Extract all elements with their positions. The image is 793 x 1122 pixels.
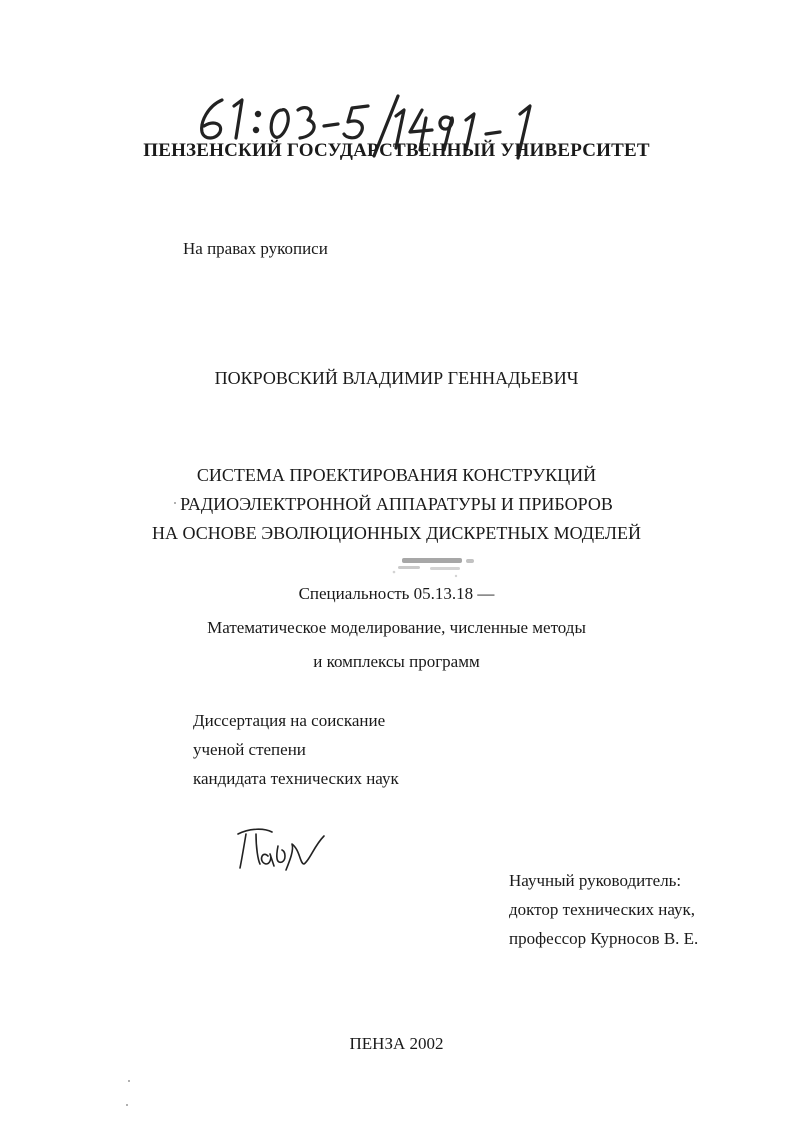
city-year: ПЕНЗА 2002 xyxy=(349,1034,444,1053)
supervisor-degree: доктор технических наук, xyxy=(509,900,696,919)
dissertation-title xyxy=(0,461,793,548)
supervisor-name: профессор Курносов В. Е. xyxy=(509,929,699,948)
degree-line: кандидата технических наук xyxy=(193,769,399,788)
supervisor-label: Научный руководитель: xyxy=(509,871,682,890)
handwritten-signature xyxy=(230,820,330,880)
degree-line: ученой степени xyxy=(193,740,306,759)
manuscript-note: На правах рукописи xyxy=(183,239,328,258)
author-name: ПОКРОВСКИЙ ВЛАДИМИР ГЕННАДЬЕВИЧ xyxy=(214,368,579,388)
specialty-line: и комплексы программ xyxy=(313,652,480,671)
degree-block xyxy=(193,706,399,793)
scan-speck xyxy=(128,1080,130,1082)
title-line: НА ОСНОВЕ ЭВОЛЮЦИОННЫХ ДИСКРЕТНЫХ МОДЕЛЕЙ xyxy=(152,523,641,543)
scan-speck xyxy=(174,502,176,504)
specialty-code: Специальность 05.13.18 — xyxy=(298,584,495,603)
title-line: СИСТЕМА ПРОЕКТИРОВАНИЯ КОНСТРУКЦИЙ xyxy=(196,465,597,485)
degree-line: Диссертация на соискание xyxy=(193,711,386,730)
university-name: ПЕНЗЕНСКИЙ ГОСУДАРСТВЕННЫЙ УНИВЕРСИТЕТ xyxy=(143,140,650,161)
scan-speck xyxy=(126,1104,128,1106)
specialty-line: Математическое моделирование, численные методы xyxy=(207,618,586,637)
specialty-block xyxy=(0,577,793,679)
handwritten-signature-drawing xyxy=(230,820,330,880)
supervisor-block xyxy=(509,866,698,953)
title-line: РАДИОЭЛЕКТРОННОЙ АППАРАТУРЫ И ПРИБОРОВ xyxy=(180,494,613,514)
